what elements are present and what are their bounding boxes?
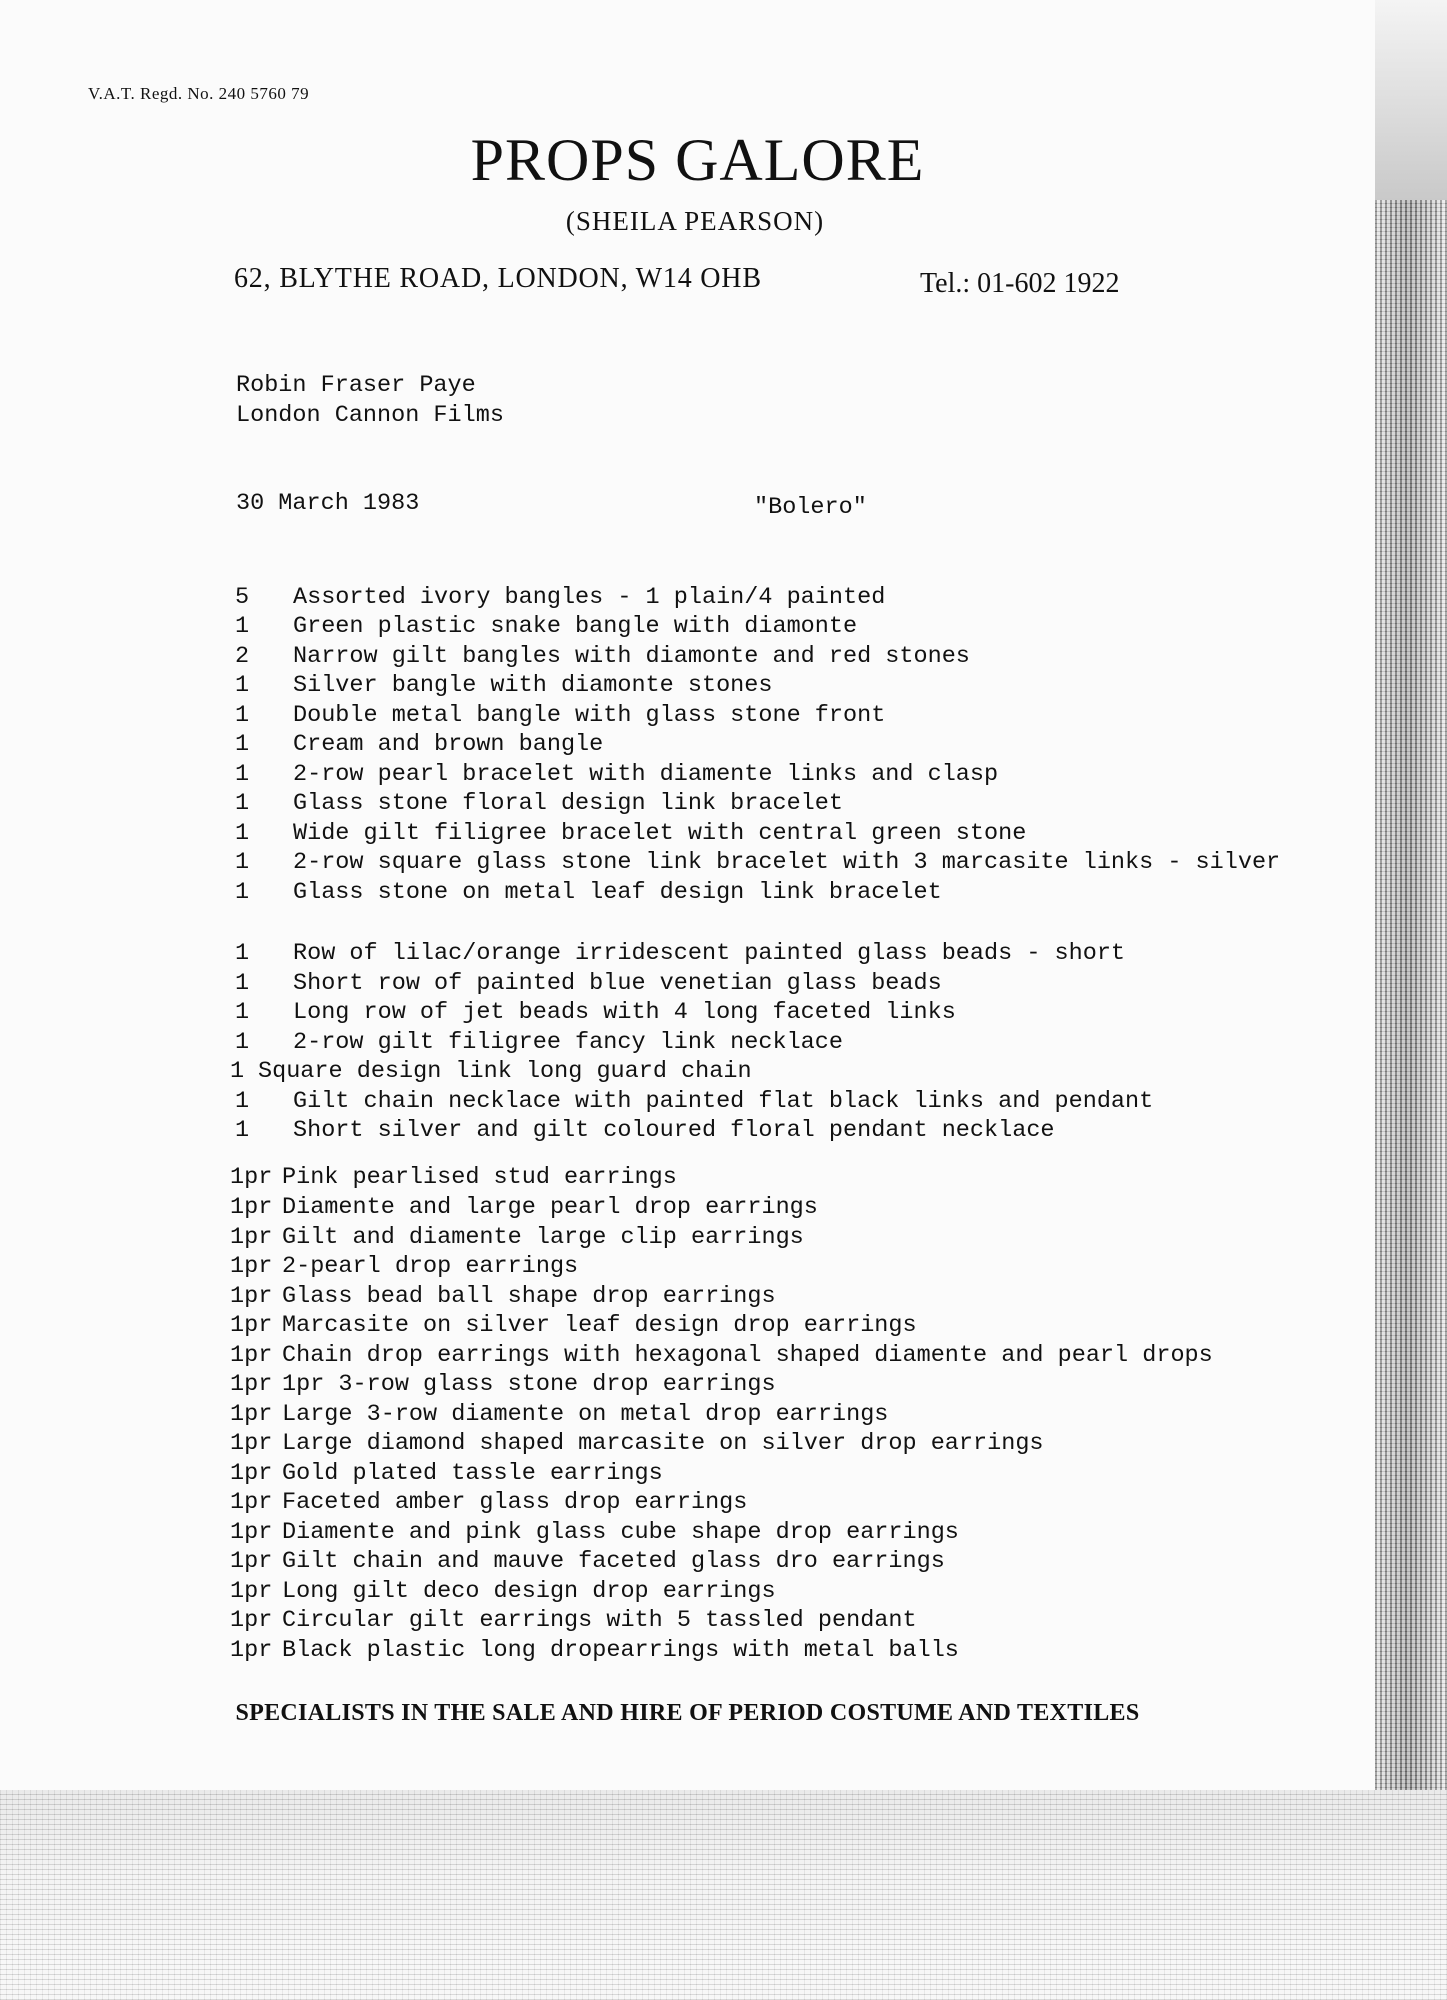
item-description: 2-pearl drop earrings — [282, 1253, 579, 1280]
item-quantity: 1pr — [230, 1164, 273, 1191]
item-quantity: 1pr — [230, 1578, 273, 1605]
item-description: Gilt and diamente large clip earrings — [282, 1224, 804, 1251]
item-description: Wide gilt filigree bracelet with central green stone — [293, 820, 1027, 847]
item-quantity: 1pr — [230, 1548, 273, 1575]
item-quantity: 1 — [235, 790, 250, 817]
item-description: Short row of painted blue venetian glass beads — [293, 970, 942, 997]
item-quantity: 1 — [235, 702, 250, 729]
item-quantity: 2 — [235, 643, 250, 670]
item-description: Glass stone floral design link bracelet — [293, 790, 843, 817]
item-description: Circular gilt earrings with 5 tassled pendant — [282, 1607, 917, 1634]
scan-noise-bottom-strip — [0, 1790, 1447, 2000]
item-description: Double metal bangle with glass stone front — [293, 702, 886, 729]
item-quantity: 1pr — [230, 1342, 273, 1369]
item-quantity: 1pr — [230, 1519, 273, 1546]
item-description: Large 3-row diamente on metal drop earrings — [282, 1401, 889, 1428]
item-quantity: 1 — [235, 1117, 250, 1144]
item-description: Marcasite on silver leaf design drop earrings — [282, 1312, 917, 1339]
footer-tagline: SPECIALISTS IN THE SALE AND HIRE OF PERIOD COSTUME AND TEXTILES — [235, 1700, 1140, 1726]
item-description: Gold plated tassle earrings — [282, 1460, 663, 1487]
item-description: Faceted amber glass drop earrings — [282, 1489, 748, 1516]
recipient-name: Robin Fraser Paye — [236, 372, 476, 399]
company-telephone: Tel.: 01-602 1922 — [920, 268, 1120, 299]
item-description: Glass bead ball shape drop earrings — [282, 1283, 776, 1310]
item-description: Cream and brown bangle — [293, 731, 604, 758]
item-quantity: 1 — [235, 999, 250, 1026]
item-description: Pink pearlised stud earrings — [282, 1164, 677, 1191]
item-description: Assorted ivory bangles - 1 plain/4 painted — [293, 584, 886, 611]
vat-registration: V.A.T. Regd. No. 240 5760 79 — [88, 84, 310, 103]
item-description: Gilt chain and mauve faceted glass dro earrings — [282, 1548, 945, 1575]
item-quantity: 1 — [235, 940, 250, 967]
item-quantity: 1pr — [230, 1430, 273, 1457]
item-quantity: 1 — [235, 1029, 250, 1056]
company-owner: (SHEILA PEARSON) — [565, 206, 825, 236]
scan-noise-right-edge — [1375, 200, 1447, 1800]
letter-date: 30 March 1983 — [236, 490, 420, 517]
item-description: 2-row pearl bracelet with diamente links and clasp — [293, 761, 999, 788]
item-quantity: 1 — [235, 970, 250, 997]
item-quantity: 1 — [235, 672, 250, 699]
item-description: Long gilt deco design drop earrings — [282, 1578, 776, 1605]
company-address: 62, BLYTHE ROAD, LONDON, W14 OHB — [234, 263, 762, 294]
item-description: Diamente and pink glass cube shape drop earrings — [282, 1519, 959, 1546]
item-description: Row of lilac/orange irridescent painted glass beads - short — [293, 940, 1126, 967]
item-description: Green plastic snake bangle with diamonte — [293, 613, 858, 640]
item-quantity: 1 — [235, 761, 250, 788]
item-description: Silver bangle with diamonte stones — [293, 672, 773, 699]
item-description: Short silver and gilt coloured floral pendant necklace — [293, 1117, 1055, 1144]
item-quantity: 1 — [235, 820, 250, 847]
item-quantity: 1pr — [230, 1224, 273, 1251]
item-quantity: 1pr — [230, 1460, 273, 1487]
item-description: Diamente and large pearl drop earrings — [282, 1194, 818, 1221]
item-description: 2-row gilt filigree fancy link necklace — [293, 1029, 843, 1056]
item-quantity: 1 — [235, 731, 250, 758]
item-quantity: 1pr — [230, 1637, 273, 1664]
item-quantity: 5 — [235, 584, 250, 611]
item-description: 1pr 3-row glass stone drop earrings — [282, 1371, 776, 1398]
item-description: Square design link long guard chain — [258, 1058, 752, 1085]
item-quantity: 1pr — [230, 1489, 273, 1516]
item-quantity: 1pr — [230, 1253, 273, 1280]
company-name: PROPS GALORE — [470, 127, 925, 193]
item-quantity: 1 — [230, 1058, 245, 1085]
item-quantity: 1 — [235, 1088, 250, 1115]
item-quantity: 1 — [235, 879, 250, 906]
item-quantity: 1pr — [230, 1401, 273, 1428]
item-description: Long row of jet beads with 4 long faceted links — [293, 999, 956, 1026]
item-quantity: 1 — [235, 613, 250, 640]
item-quantity: 1pr — [230, 1607, 273, 1634]
item-quantity: 1pr — [230, 1283, 273, 1310]
recipient-company: London Cannon Films — [236, 402, 504, 429]
item-quantity: 1pr — [230, 1194, 273, 1221]
item-description: Large diamond shaped marcasite on silver drop earrings — [282, 1430, 1044, 1457]
item-description: Narrow gilt bangles with diamonte and red stones — [293, 643, 970, 670]
item-description: Chain drop earrings with hexagonal shaped diamente and pearl drops — [282, 1342, 1213, 1369]
item-description: 2-row square glass stone link bracelet with 3 marcasite links - silver — [293, 849, 1281, 876]
item-quantity: 1 — [235, 849, 250, 876]
item-description: Gilt chain necklace with painted flat black links and pendant — [293, 1088, 1154, 1115]
item-description: Black plastic long dropearrings with metal balls — [282, 1637, 959, 1664]
item-quantity: 1pr — [230, 1312, 273, 1339]
item-description: Glass stone on metal leaf design link bracelet — [293, 879, 942, 906]
item-quantity: 1pr — [230, 1371, 273, 1398]
project-title: "Bolero" — [754, 494, 867, 521]
